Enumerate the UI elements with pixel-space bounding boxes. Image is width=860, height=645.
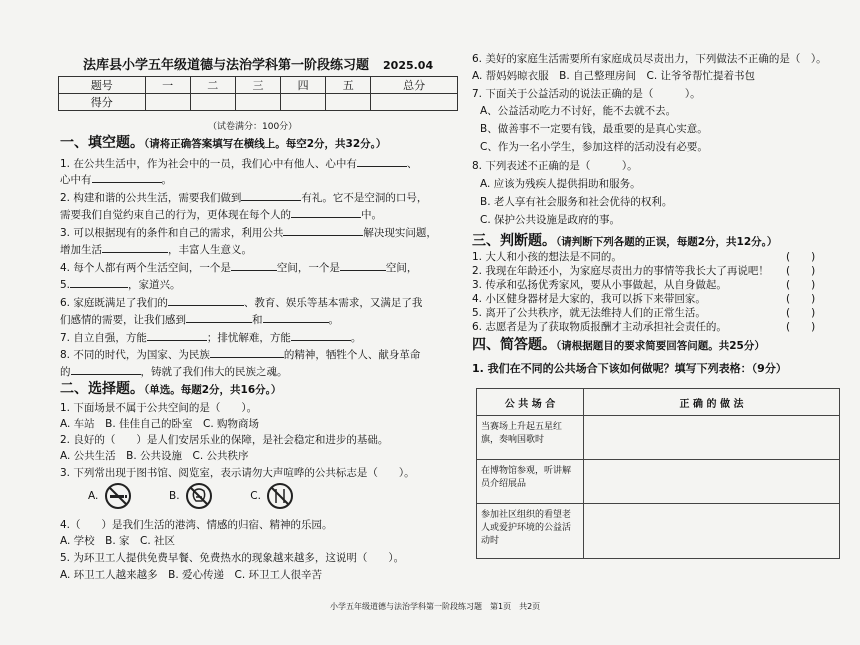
choice-q8: 8. 下列表述不正确的是（ ）。 [472,160,638,172]
q4-line [60,259,417,275]
q3-text: 增加生活 [60,244,102,256]
section1-heading [60,132,386,152]
section4-title: 四、简答题。 [472,337,556,353]
q3-text: ，丰富人生意义。 [168,244,252,256]
q2-text: 有礼。它不是空洞的口号， [301,192,428,204]
judge-text: 6. 志愿者是为了获取物质报酬才主动承担社会责任的。 [472,321,727,333]
choice-q1: 1. 下面场景不属于公共空间的是（ ）。 [60,402,258,414]
q7-text: 7. 自立自强，方能 [60,332,147,344]
q6-text: 6. 家庭既满足了我们的 [60,297,168,309]
judge-item [472,278,727,292]
judge-answer[interactable]: ( ) [786,251,816,263]
public-place-table [476,388,840,559]
choice-q5-options: A. 环卫工人越来越多 B. 爱心传递 C. 环卫工人很辛苦 [60,569,323,581]
section2-hint: （单选。每题2分，共16分。） [144,384,282,396]
q8-text: 的 [60,366,71,378]
choice-q2: 2. 良好的（ ）是人们安居乐业的保障，是社会稳定和进步的基础。 [60,434,389,446]
score-cell: 一 [145,77,190,94]
no-smoking-sign-icon [104,482,132,510]
choice-q2-options: A. 公共生活 B. 公共设施 C. 公共秩序 [60,450,249,462]
choice-q8-option-c: C. 保护公共设施是政府的事。 [480,214,621,226]
score-cell: 二 [190,77,235,94]
q1-text: 、 [406,158,418,170]
section2-heading [60,378,281,398]
section4-hint: （请根据题目的要求简要回答问题。共25分） [556,340,765,352]
q1-line1 [60,155,417,171]
table-row [477,460,840,504]
score-input[interactable] [281,94,326,111]
q4-text: 4. 每个人都有两个生活空间，一个是 [60,262,231,274]
answer-blank[interactable] [102,241,168,253]
place-cell: 在博物馆参观，听讲解员介绍展品 [477,460,584,504]
choice-q8-option-b: B. 老人享有社会服务和社会优待的权利。 [480,196,673,208]
sign-label-a: A. [88,490,99,502]
q8-line1 [60,346,420,362]
answer-blank[interactable] [263,311,329,323]
q6-line1 [60,294,422,310]
table-row [477,504,840,559]
short-answer-q1: 1. 我们在不同的公共场合下该如何做呢？填写下列表格：（9分） [472,362,787,375]
score-input[interactable] [326,94,371,111]
answer-blank[interactable] [186,311,252,323]
q6-text: 们感情的需要，让我们感到 [60,314,186,326]
q7-line [60,329,361,345]
q1-text: 心中有 [60,174,92,186]
score-table [58,76,458,111]
q3-text: 3. 可以根据现有的条件和自己的需求，利用公共 [60,227,284,239]
judge-answer[interactable]: ( ) [786,321,816,333]
section1-title: 一、填空题。 [60,135,144,151]
judge-text: 4. 小区健身器材是大家的，我可以拆下来带回家。 [472,293,706,305]
section1-hint: （请将正确答案填写在横线上。每空2分，共32分。） [144,138,387,150]
q6-text: 、教育、娱乐等基本需求，又满足了我 [243,297,423,309]
choice-q6: 6. 美好的家庭生活需要所有家庭成员尽责出力，下列做法不正确的是（ ）。 [472,53,827,65]
q4-text: 空间，一个是 [276,262,340,274]
judge-text: 2. 我现在年龄还小，为家庭尽责出力的事情等我长大了再说吧！ [472,265,769,277]
score-label: 得分 [59,94,146,111]
sign-label-b: B. [169,490,180,502]
section4-heading [472,334,765,354]
judge-answer[interactable]: ( ) [786,265,816,277]
score-cell: 题号 [59,77,146,94]
q8-text: 的精神，牺牲个人、献身革命 [283,349,421,361]
q1-line2 [60,171,172,187]
choice-q3: 3. 下列常出现于图书馆、阅览室，表示请勿大声喧哗的公共标志是（ ）。 [60,467,415,479]
q3-line1 [60,224,437,240]
judge-text: 1. 大人和小孩的想法是不同的。 [472,251,622,263]
q4-text: 空间， [385,262,418,274]
q2-text: 需要我们自觉约束自己的行为，更体现在每个人的 [60,209,291,221]
score-cell: 三 [235,77,280,94]
judge-answer[interactable]: ( ) [786,279,816,291]
q1-text: 。 [161,174,172,186]
q8-line2 [60,363,288,379]
judge-item [472,292,706,306]
q5-text: ，家道兴。 [128,279,181,291]
q6-line2 [60,311,339,327]
choice-q3-signs [88,482,328,514]
section2-title: 二、选择题。 [60,381,144,397]
answer-blank[interactable] [147,329,207,341]
answer-blank[interactable] [71,363,141,375]
answer-blank[interactable] [231,259,277,271]
title-text: 法库县小学五年级道德与法治学科第一阶段练习题 [83,58,370,73]
q2-line1 [60,189,427,205]
column-header: 公 共 场 合 [477,389,584,416]
choice-q8-option-a: A. 应该为残疾人提供捐助和服务。 [480,178,641,190]
choice-q7-option-b: B、做善事不一定要有钱，最重要的是真心实意。 [480,123,708,135]
judge-text: 5. 离开了公共秩序，就无法维持人们的正常生活。 [472,307,706,319]
score-input[interactable] [371,94,458,111]
answer-blank[interactable] [241,189,301,201]
judge-item [472,306,706,320]
choice-q1-options: A. 车站 B. 佳佳自己的卧室 C. 购物商场 [60,418,260,430]
answer-blank[interactable] [168,294,244,306]
exam-title [83,54,433,73]
answer-blank[interactable] [291,206,361,218]
q7-text: ；排忧解难，方能 [206,332,291,344]
answer-cell[interactable] [584,504,840,559]
q1-text: 1. 在公共生活中，作为社会中的一员，我们心中有他人、心中有 [60,158,357,170]
score-cell: 四 [281,77,326,94]
choice-q7: 7. 下面关于公益活动的说法正确的是（ ）。 [472,88,701,100]
q3-text: 解决现实问题， [363,227,437,239]
q2-line2 [60,206,382,222]
score-value-row [59,94,458,111]
full-score-note: （试卷满分：100分） [208,122,298,132]
q5-text: 5. [60,279,71,291]
column-header: 正 确 的 做 法 [584,389,840,416]
q2-text: 2. 构建和谐的公共生活，需要我们做到 [60,192,242,204]
judge-item [472,264,769,278]
exam-date: 2025.04 [383,59,434,72]
q6-text: 和 [252,314,263,326]
choice-q7-option-c: C、作为一名小学生，参加这样的活动没有必要。 [480,141,708,153]
score-input[interactable] [145,94,190,111]
section3-heading [472,230,777,250]
q3-line2 [60,241,252,257]
choice-q4: 4.（ ）是我们生活的港湾、情感的归宿、精神的乐园。 [60,519,333,531]
place-cell: 当赛场上升起五星红旗，奏响国歌时 [477,416,584,460]
q5-line [60,276,181,292]
score-input[interactable] [235,94,280,111]
no-noise-sign-icon [185,482,213,510]
choice-q7-option-a: A、公益活动吃力不讨好，能不去就不去。 [480,105,677,117]
choice-q6-options: A. 帮妈妈晾衣服 B. 自己整理房间 C. 让爷爷帮忙提着书包 [472,70,756,82]
score-cell: 总分 [371,77,458,94]
answer-blank[interactable] [92,171,162,183]
answer-cell[interactable] [584,416,840,460]
q8-text: ，铸就了我们伟大的民族之魂。 [140,366,288,378]
q2-text: 中。 [361,209,382,221]
section3-title: 三、判断题。 [472,233,556,249]
section3-hint: （请判断下列各题的正误，每题2分，共12分。） [556,236,778,248]
answer-blank[interactable] [291,329,351,341]
page-footer: 小学五年级道德与法治学科第一阶段练习题 第1页 共2页 [330,602,541,611]
score-header-row [59,77,458,94]
judge-answer[interactable]: ( ) [786,293,816,305]
score-cell: 五 [326,77,371,94]
choice-q5: 5. 为环卫工人提供免费早餐、免费热水的现象越来越多，这说明（ ）。 [60,552,405,564]
sign-label-c: C. [250,490,261,502]
answer-blank[interactable] [210,346,284,358]
no-food-sign-icon [266,482,294,510]
table-row [477,416,840,460]
answer-blank[interactable] [340,259,386,271]
q6-text: 。 [328,314,339,326]
answer-blank[interactable] [357,155,407,167]
q7-text: 。 [350,332,362,344]
table-header-row [477,389,840,416]
judge-text: 3. 传承和弘扬优秀家风，要从小事做起，从自身做起。 [472,279,727,291]
judge-answer[interactable]: ( ) [786,307,816,319]
answer-blank[interactable] [70,276,128,288]
answer-cell[interactable] [584,460,840,504]
judge-item [472,320,727,334]
score-input[interactable] [190,94,235,111]
place-cell: 参加社区组织的看望老人或爱护环境的公益活动时 [477,504,584,559]
choice-q4-options: A. 学校 B. 家 C. 社区 [60,535,176,547]
q8-text: 8. 不同的时代，为国家、为民族 [60,349,210,361]
answer-blank[interactable] [283,224,363,236]
judge-item [472,250,622,264]
